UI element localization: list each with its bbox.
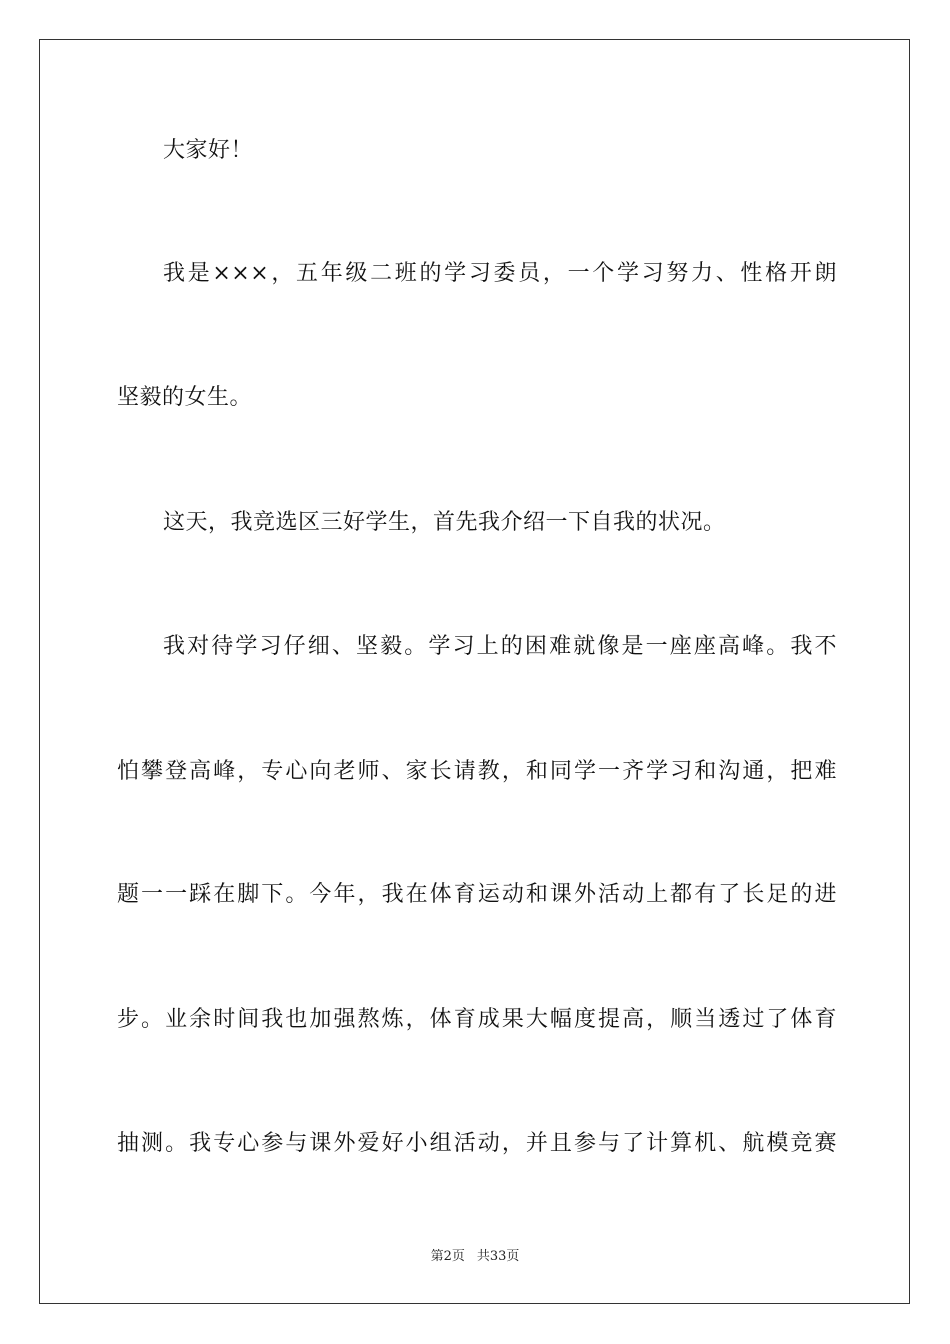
paragraph-line: 抽测。我专心参与课外爱好小组活动，并且参与了计算机、航模竞赛 [117,1131,837,1156]
paragraph-line: 怕攀登高峰，专心向老师、家长请教，和同学一齐学习和沟通，把难 [117,759,837,784]
paragraph-line: 这天，我竞选区三好学生，首先我介绍一下自我的状况。 [163,510,726,535]
page-total: 共33页 [476,1249,520,1264]
paragraph-line: 题一一踩在脚下。今年，我在体育运动和课外活动上都有了长足的进 [117,882,837,907]
paragraph-line: 坚毅的女生。 [117,385,253,410]
paragraph-line: 步。业余时间我也加强熬炼，体育成果大幅度提高，顺当透过了体育 [117,1007,837,1032]
greeting-line: 大家好！ [163,138,254,163]
page-border [39,39,910,1304]
paragraph-line: 我对待学习仔细、坚毅。学习上的困难就像是一座座高峰。我不 [163,634,837,659]
page-footer [0,1248,950,1266]
page-number: 第2页 [430,1249,465,1264]
paragraph-line: 我是×××，五年级二班的学习委员，一个学习努力、性格开朗 [163,261,837,286]
